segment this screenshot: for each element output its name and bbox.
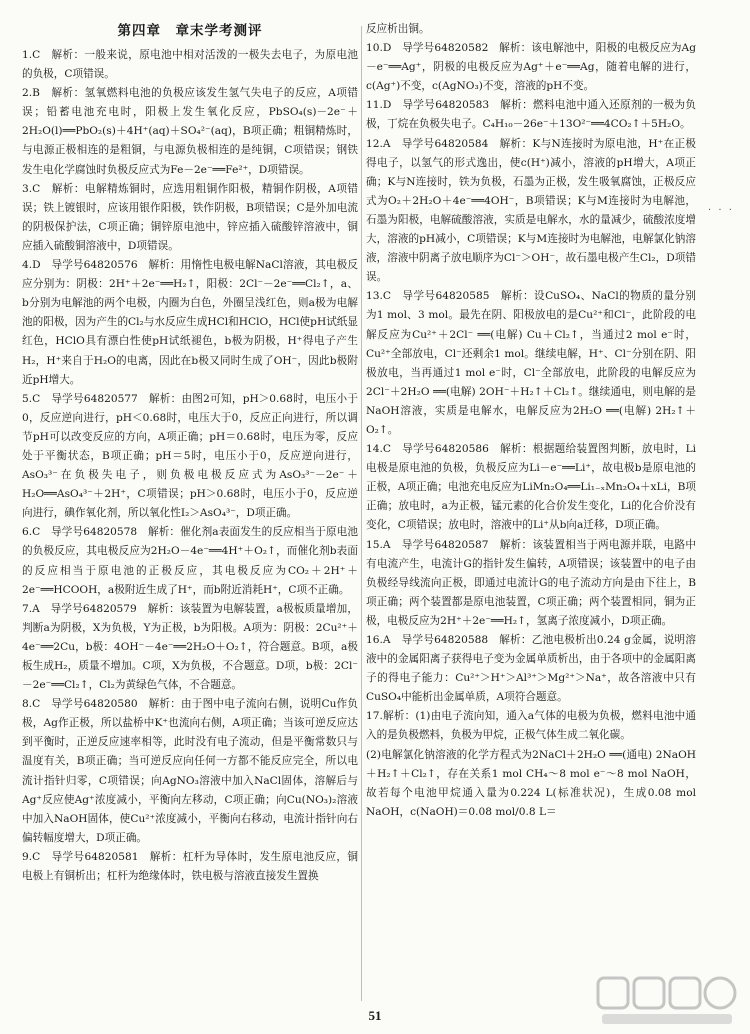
answer-entry: 14.C 导学号64820586 解析：根据题给装置图判断，放电时，Li电极是原电池的负极，负极反应为Li－e⁻══Li⁺，故电极b是原电池的正极，A项正确；电池充电反应为LiMn₂O₄══Li₁₋ₓMn₂O₄＋xLi，B项正确；放电时，a为正极，锰元素的化合价发生变化，Li的化合价没有变化，C项错误；放电时，溶液中的Li⁺从b向a迁移，D项正确。 <box>366 443 696 532</box>
answer-entry: 6.C 导学号64820578 解析：催化剂a表面发生的反应相当于原电池的负极反应，其电极反应为2H₂O－4e⁻══4H⁺＋O₂↑，而催化剂b表面的反应相当于原电池的正极反应，其电极反应为CO₂＋2H⁺＋2e⁻══HCOOH，a极附近生成了H⁺，而b附近消耗H⁺，C项不正确。 <box>22 526 358 596</box>
answer-entry: 4.D 导学号64820576 解析：用惰性电极电解NaCl溶液，其电极反应分别为：阴极：2H⁺＋2e⁻══H₂↑，阳极：2Cl⁻－2e⁻══Cl₂↑，a、b分别为电解池的两个电极，内圈为白色，外圈呈浅红色，则a极为电解池的阳极，因为产生的Cl₂与水反应生成HCl和HClO，HCl使pH试纸显红色，HClO具有漂白性使pH试纸褪色，b极为阴极，H⁺得电子产生H₂，H⁺来自于H₂O的电离，因此在b极又同时生成了OH⁻，因此b极附近pH增大。 <box>22 259 358 386</box>
answer-entry: 2.B 解析：氢氧燃料电池的负极应该发生氢气失电子的反应，A项错误；铅蓄电池充电时，阳极上发生氧化反应，PbSO₄(s)－2e⁻＋2H₂O(l)══PbO₂(s)＋4H⁺(aq)＋SO₄²⁻(aq)，B项正确；粗铜精炼时，与电源正极相连的是粗铜，与电源负极相连的是纯铜，C项错误；钢铁发生电化学腐蚀时负极反应式为Fe－2e⁻══Fe²⁺，D项错误。 <box>22 87 358 176</box>
answer-entry: 17.解析：(1)由电子流向知，通入a气体的电极为负极，燃料电池中通入的是负极燃料，负极为甲烷，正极气体生成二氧化碳。 <box>366 710 696 742</box>
answer-entry: 5.C 导学号64820577 解析：由图2可知，pH＞0.68时，电压小于0，反应逆向进行，pH＜0.68时，电压大于0，反应正向进行，所以调节pH可以改变反应的方向，A项正确；pH＝0.68时，电压为零，反应处于平衡状态，B项正确；pH＝5时，电压小于0，反应逆向进行，AsO₃³⁻在负极失电子，则负极电极反应式为AsO₃³⁻－2e⁻＋H₂O══AsO₄³⁻＋2H⁺，C项错误；pH＞0.68时，电压小于0，反应逆向进行，碘作氧化剂，所以氧化性I₂＞AsO₄³⁻，D项正确。 <box>22 392 358 520</box>
answer-entry: (2)电解氯化钠溶液的化学方程式为2NaCl＋2H₂O ══(通电) 2NaOH＋H₂↑＋Cl₂↑，存在关系1 mol CH₄～8 mol e⁻～8 mol NaOH，故若每个电池甲烷通入量为0.224 L(标准状况)，生成0.08 mol NaOH，c(NaOH)＝0.08 mol/0.8 L＝ <box>366 748 696 818</box>
scan-specks: · · · <box>708 205 734 216</box>
answer-entry: 12.A 导学号64820584 解析：K与N连接时为原电池，H⁺在正极得电子，以氢气的形式逸出，使c(H⁺)减小，溶液的pH增大，A项正确；K与N连接时，铁为负极，石墨为正极，发生吸氧腐蚀，正极反应式为O₂＋2H₂O＋4e⁻══4OH⁻，B项错误；K与M连接时为电解池，石墨为阳极，电解硫酸溶液，实质是电解水，水的量减少，硫酸浓度增大，溶液的pH减小，C项错误；K与M连接时为电解池，电解氯化钠溶液，溶液中阴离子放电顺序为Cl⁻＞OH⁻，故石墨电极产生Cl₂，D项错误。 <box>366 137 696 284</box>
answer-entry: 7.A 导学号64820579 解析：该装置为电解装置，a极板质量增加，判断a为阴极，X为负极，Y为正极，b为阳极。A项为：阴极：2Cu²⁺＋4e⁻══2Cu，b极：4OH⁻－4e⁻══2H₂O＋O₂↑，符合题意。B项，a极板生成H₂，质量不增加。C项，X为负极，不合题意。D项，b极：2Cl⁻－2e⁻══Cl₂↑，Cl₂为黄绿色气体，不合题意。 <box>22 602 358 692</box>
answer-entry: 9.C 导学号64820581 解析：杠杆为导体时，发生原电池反应，铜电极上有铜析出；杠杆为绝缘体时，铁电极与溶液直接发生置换 <box>22 850 358 883</box>
left-column <box>22 20 358 886</box>
answer-entry: 11.D 导学号64820583 解析：燃料电池中通入还原剂的一极为负极，丁烷在负极失电子。C₄H₁₀－26e⁻＋13O²⁻══4CO₂↑＋5H₂O。 <box>366 99 696 131</box>
answer-entry: 反应析出铜。 <box>366 23 430 35</box>
answer-entry: 10.D 导学号64820582 解析：该电解池中，阳极的电极反应为Ag－e⁻══Ag⁺，阴极的电极反应为Ag⁺＋e⁻══Ag，随着电解的进行，c(Ag⁺)不变，c(AgNO₃)不变，溶液的pH不变。 <box>366 42 696 93</box>
answer-entry: 1.C 解析：一般来说，原电池中相对活泼的一极失去电子，为原电池的负极，C项错误。 <box>22 49 358 81</box>
answer-entry: 16.A 导学号64820588 解析：乙池电极析出0.24 g金属，说明溶液中的金属阳离子获得电子变为金属单质析出，由于各项中的金属阳离子的得电子能力：Cu²⁺＞H⁺＞Al³⁺＞Mg²⁺＞Na⁺，故各溶液中只有CuSO₄中能析出金属单质，A项符合题意。 <box>366 634 696 704</box>
answer-entry: 15.A 导学号64820587 解析：该装置相当于两电源并联，电路中有电流产生，电流计G的指针发生偏转，A项错误；该装置中的电子由负极经导线流向正极，即通过电流计G的电子流动方向是由下往上，B项正确；两个装置都是原电池装置，C项正确；两个装置相同，铜为正极，电极反应为2H⁺＋2e⁻══H₂↑，氢离子浓度减小，D项正确。 <box>366 538 696 627</box>
page-number: 51 <box>368 1008 382 1023</box>
column-divider <box>361 26 362 1001</box>
answer-entry: 3.C 解析：电解精炼铜时，应选用粗铜作阳极，精铜作阴极，A项错误；铁上镀银时，应该用银作阳极，铁作阴极，B项错误；C是外加电流的阴极保护法，C项正确；铜锌原电池中，锌应插入硫酸锌溶液中，铜应插入硫酸铜溶液中，D项错误。 <box>22 182 358 252</box>
right-column <box>366 20 696 822</box>
answer-entry: 13.C 导学号64820585 解析：设CuSO₄、NaCl的物质的量分别为1 mol、3 mol。最先在阴、阳极放电的是Cu²⁺和Cl⁻，此阶段的电解反应为Cu²⁺＋2Cl⁻ ══(电解) Cu＋Cl₂↑，当通过2 mol e⁻时，Cu²⁺全部放电，Cl⁻还剩余1 mol。继续电解，H⁺、Cl⁻分别在阴、阳极放电，当再通过1 mol e⁻时，Cl⁻全部放电，此阶段的电解反应为2Cl⁻＋2H₂O ══(电解) 2OH⁻＋H₂↑＋Cl₂↑。继续通电，则电解的是NaOH溶液，实质是电解水，电解反应为2H₂O ══(电解) 2H₂↑＋O₂↑。 <box>366 290 696 436</box>
answer-entry: 8.C 导学号64820580 解析：由于图中电子流向右侧，说明Cu作负极，Ag作正极，所以盐桥中K⁺也流向右侧，A项正确；当该可逆反应达到平衡时，正逆反应速率相等，此时没有电子流动，但是平衡常数只与温度有关，B项正确；当可逆反应向任何一方都不能反应完全，所以电流计指针归零，C项错误；向AgNO₃溶液中加入NaCl固体，溶解后与Ag⁺反应使Ag⁺浓度减小，平衡向左移动，C项正确；向Cu(NO₃)₂溶液中加入NaOH固体，使Cu²⁺浓度减小，平衡向右移动，电流计指针向右偏转幅度增大，D项正确。 <box>22 698 358 844</box>
watermark-logo <box>592 970 742 1030</box>
chapter-title: 第四章 章末学考测评 <box>117 23 263 39</box>
